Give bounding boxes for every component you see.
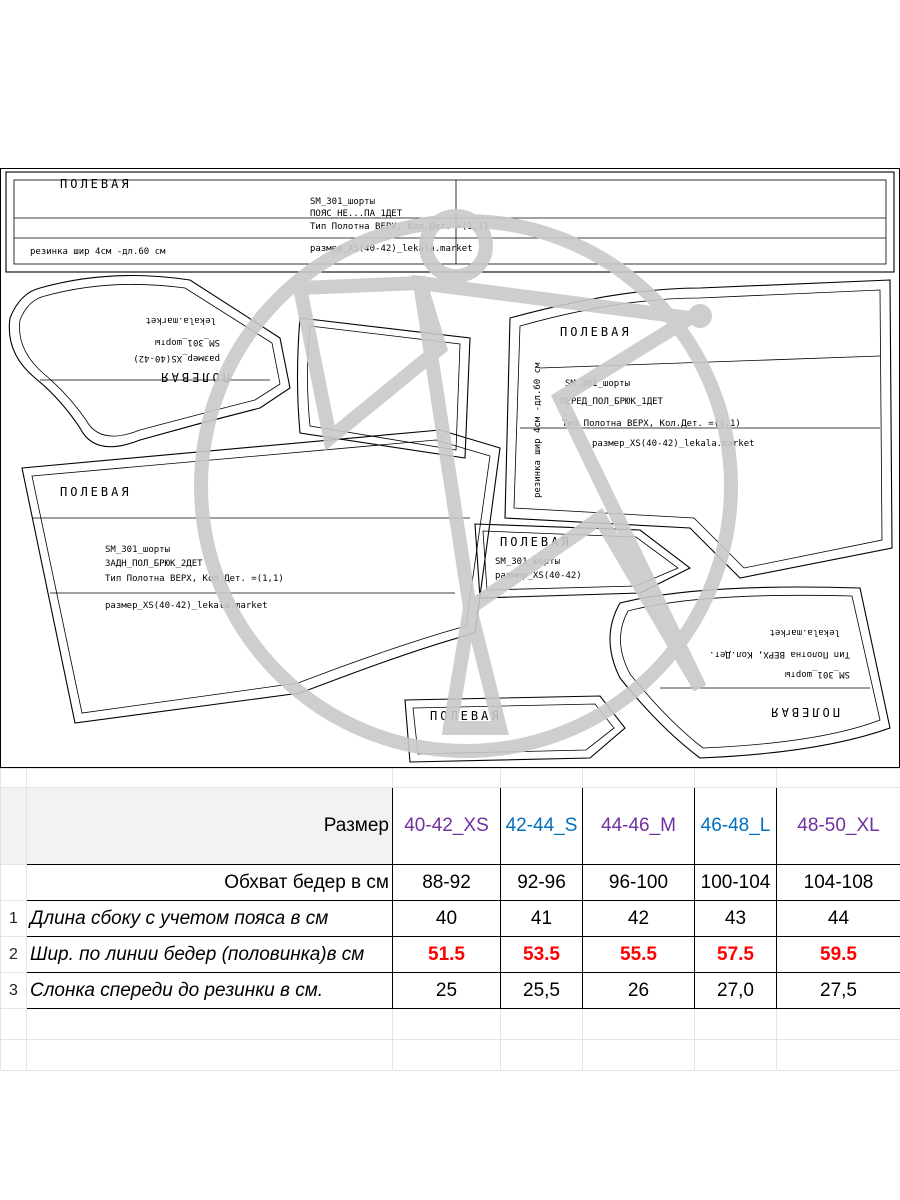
pocket-right-line-2: Тип Полотна ВЕРХ, Кол.Дет.	[709, 649, 850, 659]
pocket-right-line-1: lekala.market	[769, 627, 840, 637]
pocket-left-line-2: SM_301_шорты	[154, 337, 220, 347]
table-row	[1, 937, 900, 973]
front-piece-line-2: ПЕРЕД_ПОЛ_БРЮК_1ДЕТ	[560, 397, 663, 407]
row-value: 43	[695, 901, 777, 937]
size-header: 44-46_M	[583, 788, 695, 865]
row-number: 2	[1, 937, 27, 973]
back-piece-line-4: размер_XS(40-42)_lekala.market	[105, 601, 268, 611]
size-header: 46-48_L	[695, 788, 777, 865]
back-trouser-piece	[22, 430, 500, 723]
back-piece-line-1: SM_301_шорты	[105, 545, 171, 555]
small-piece-1-line-2: размер_XS(40-42)	[495, 571, 582, 581]
front-piece-line-1: SM_301_шорты	[565, 379, 631, 389]
row-value: 59.5	[777, 937, 900, 973]
row-number: 3	[1, 973, 27, 1009]
size-header-label: Размер	[27, 788, 393, 865]
hip-row-label: Обхват бедер в см	[27, 865, 393, 901]
table-row	[1, 901, 900, 937]
pocket-right-title: ПОЛЕВАЯ	[768, 705, 840, 719]
row-number: 1	[1, 901, 27, 937]
back-piece-title: ПОЛЕВАЯ	[60, 485, 132, 499]
waistband-line-3: Тип Полотна ВЕРХ, Кол.Дет. =(1,1)	[310, 222, 489, 232]
row-value: 41	[501, 901, 583, 937]
small-piece-1-line-1: SM_301_шорты	[495, 557, 561, 567]
front-piece-title: ПОЛЕВАЯ	[560, 325, 632, 339]
watermark-logo	[201, 216, 731, 751]
back-piece-line-3: Тип Полотна ВЕРХ, Кол.Дет. =(1,1)	[105, 574, 284, 584]
row-value: 51.5	[393, 937, 501, 973]
row-value: 57.5	[695, 937, 777, 973]
pocket-right-line-3: SM_301_шорты	[784, 669, 850, 679]
pocket-left-title: ПОЛЕВАЯ	[158, 370, 230, 384]
row-value: 42	[583, 901, 695, 937]
hip-value: 92-96	[501, 865, 583, 901]
hip-value: 88-92	[393, 865, 501, 901]
row-value: 55.5	[583, 937, 695, 973]
row-value: 40	[393, 901, 501, 937]
front-piece-line-3: Тип Полотна ВЕРХ, Кол.Дет. =(1,1)	[562, 419, 741, 429]
waistband-title: ПОЛЕВАЯ	[60, 177, 132, 191]
size-header: 40-42_XS	[393, 788, 501, 865]
pocket-left-line-1: lekala.market	[145, 315, 216, 325]
front-piece-line-4: размер_XS(40-42)_lekala.market	[592, 439, 755, 449]
small-piece-2-title: ПОЛЕВАЯ	[430, 709, 502, 723]
row-value: 26	[583, 973, 695, 1009]
row-label: Шир. по линии бедер (половинка)в см	[27, 937, 393, 973]
row-value: 25,5	[501, 973, 583, 1009]
row-value: 44	[777, 901, 900, 937]
size-header: 42-44_S	[501, 788, 583, 865]
front-piece-side-note: резинка шир 4см -дл.60 см	[533, 362, 543, 498]
pattern-drawing	[0, 168, 900, 768]
row-value: 53.5	[501, 937, 583, 973]
table-row	[1, 973, 900, 1009]
row-label: Длина сбоку с учетом пояса в см	[27, 901, 393, 937]
row-value: 27,5	[777, 973, 900, 1009]
pocket-piece-left	[9, 276, 290, 447]
row-label: Слонка спереди до резинки в см.	[27, 973, 393, 1009]
hip-value: 100-104	[695, 865, 777, 901]
size-table	[0, 768, 900, 1068]
waistband-line-2: ПОЯС_НЕ...ПА_1ДЕТ	[310, 209, 403, 219]
waistband-line-1: SM_301_шорты	[310, 197, 376, 207]
pocket-left-line-3: размер_XS(40-42)	[133, 353, 220, 363]
waistband-line-4: размер_XS(40-42)_lekala.market	[310, 244, 473, 254]
waistband-note: резинка шир 4см -дл.60 см	[30, 247, 166, 257]
size-header: 48-50_XL	[777, 788, 900, 865]
hip-value: 104-108	[777, 865, 900, 901]
back-piece-line-2: ЗАДН_ПОЛ_БРЮК_2ДЕТ	[105, 559, 203, 569]
small-piece-1-title: ПОЛЕВАЯ	[500, 535, 572, 549]
row-value: 25	[393, 973, 501, 1009]
row-value: 27,0	[695, 973, 777, 1009]
hip-value: 96-100	[583, 865, 695, 901]
